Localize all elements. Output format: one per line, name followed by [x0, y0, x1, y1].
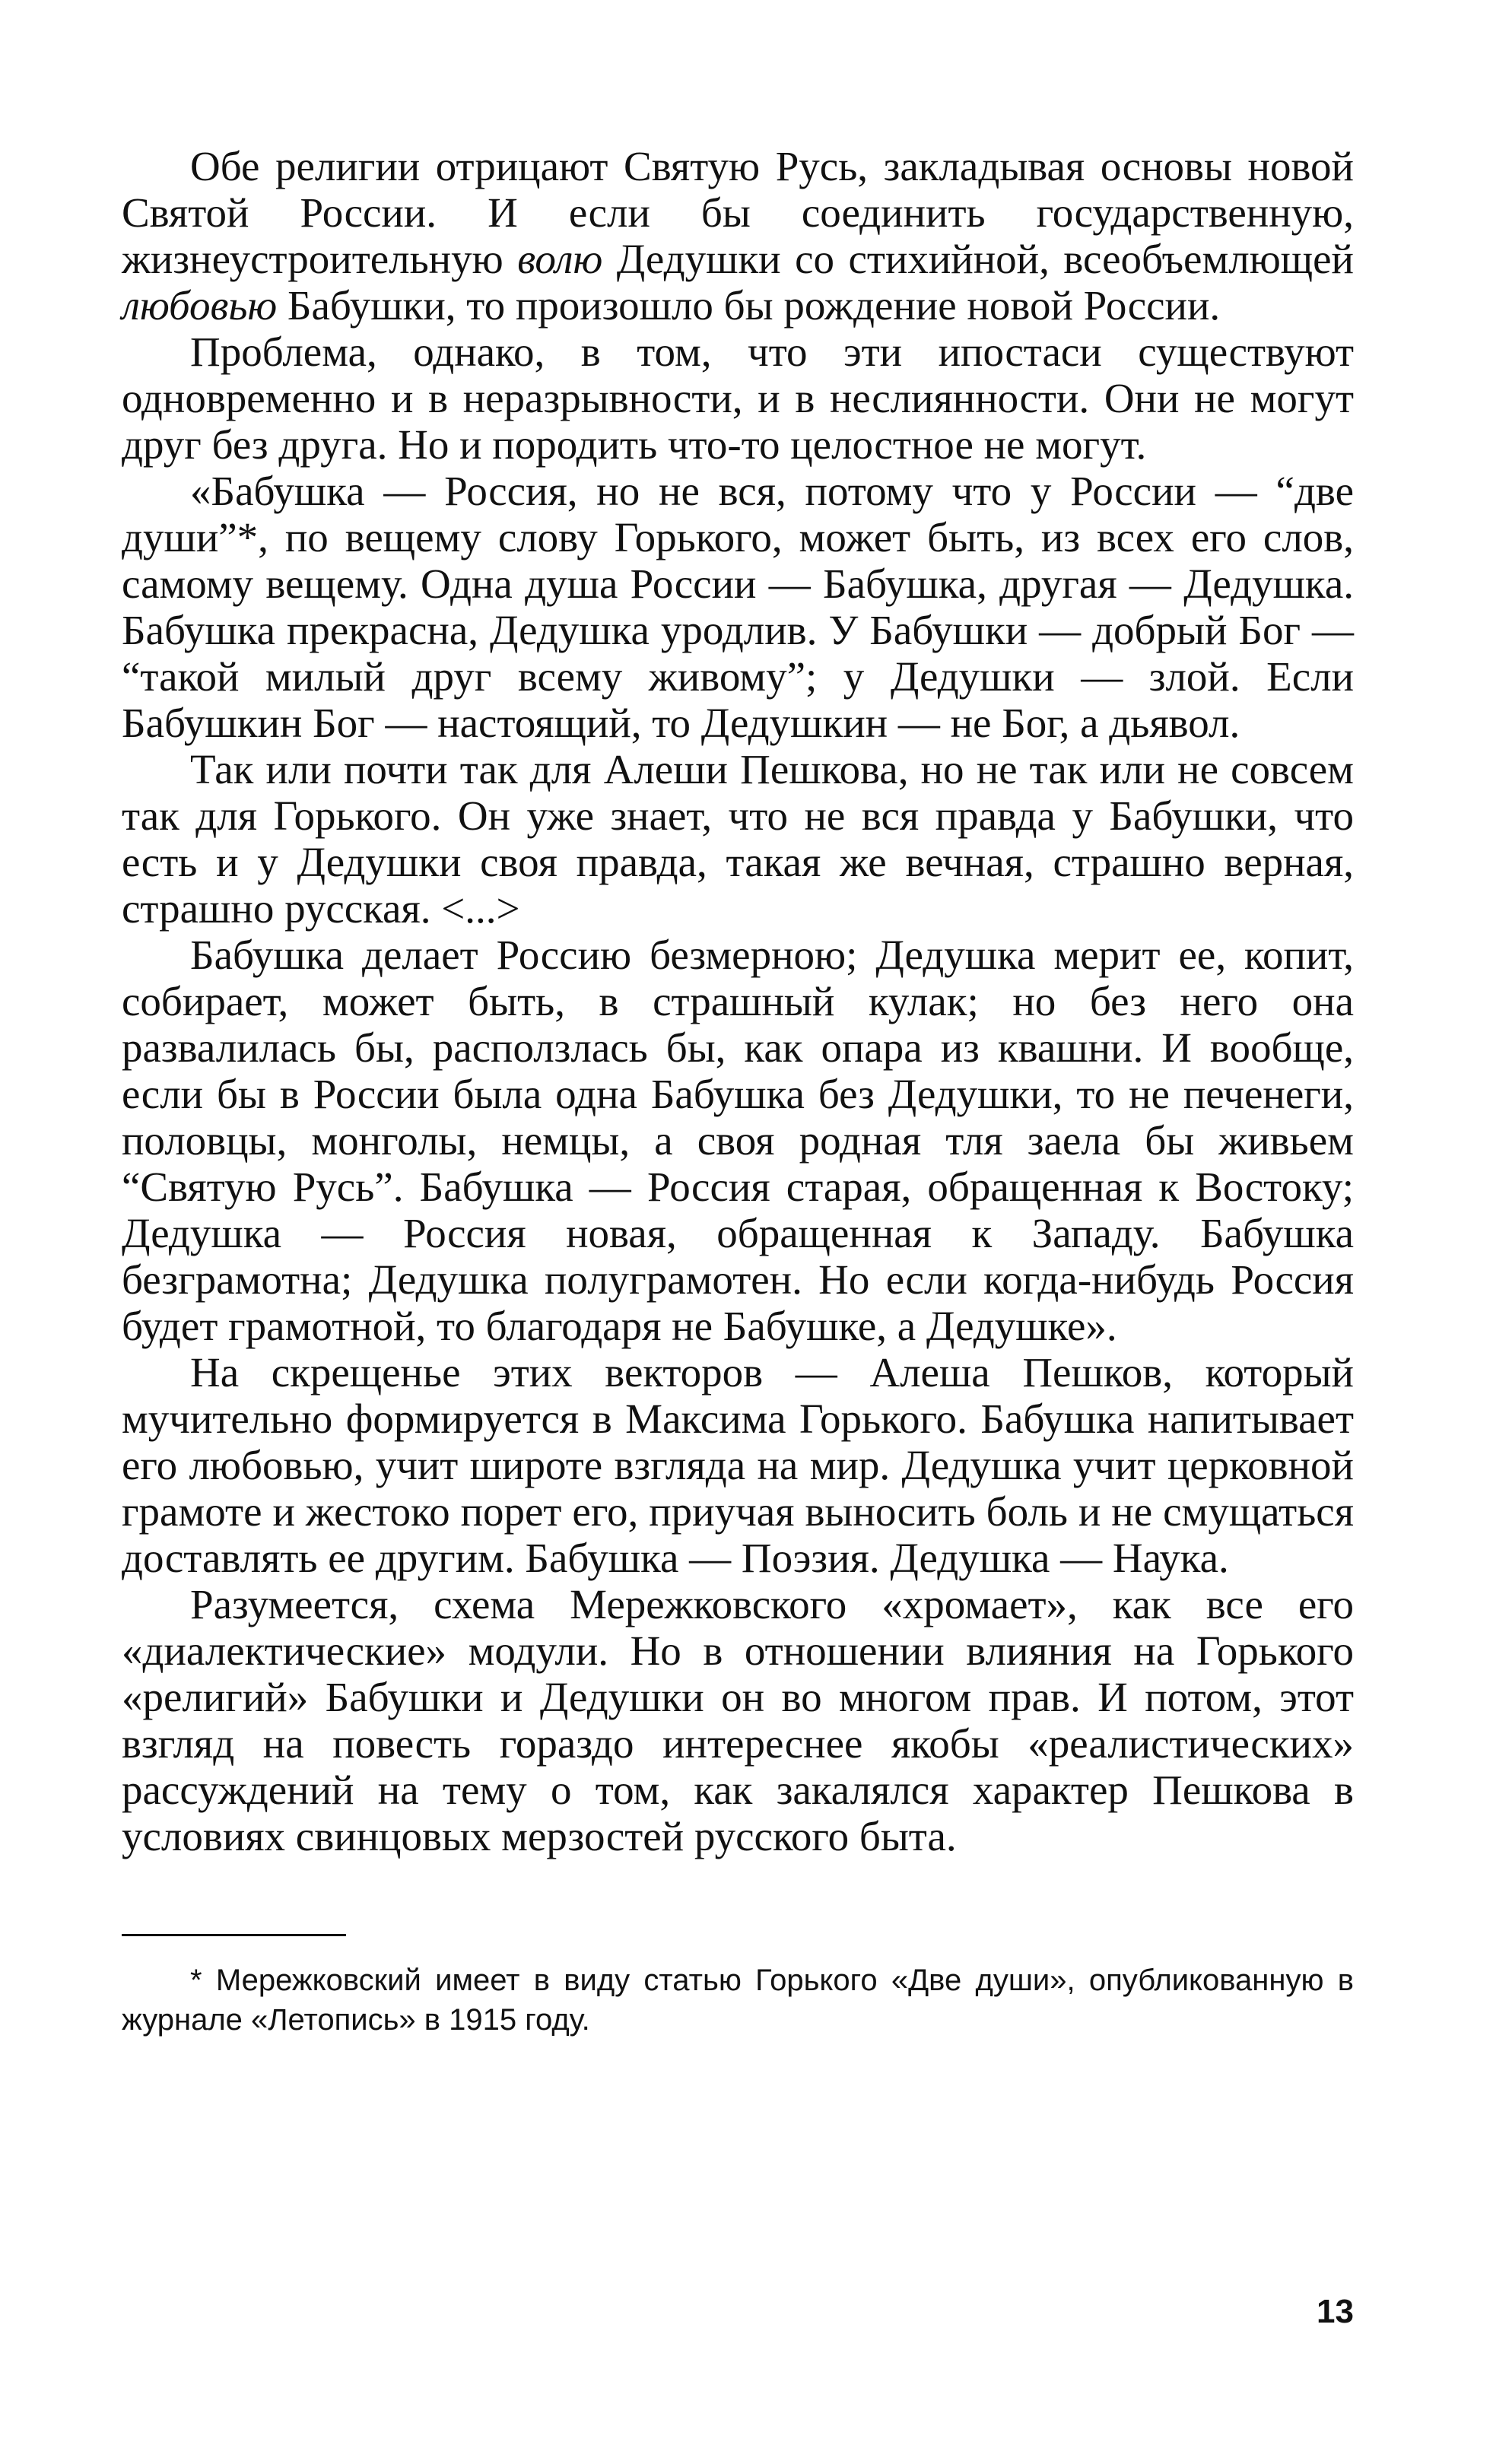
italic-word-lyubovyu: любовью — [122, 282, 278, 329]
page-number: 13 — [1317, 2293, 1354, 2330]
main-text — [122, 143, 1354, 1859]
paragraph-1 — [122, 143, 1354, 329]
paragraph-6: На скрещенье этих векторов — Алеша Пешков, который мучительно формируется в Максима Горького. Бабушка напитывает его любовью, учит широте взгляда на мир. Дедушка учит церковной грамоте и жестоко порет его, приучая выносить боль и не смущаться доставлять ее другим. Бабушка — Поэзия. Дедушка — Наука. — [122, 1349, 1354, 1581]
paragraph-1-text-c: Дедушки со стихийной, всеобъемлющей — [602, 236, 1354, 282]
italic-word-volyu: волю — [517, 236, 603, 282]
page-content — [122, 143, 1354, 2040]
paragraph-2: Проблема, однако, в том, что эти ипостаси существуют одновременно и в неразрывности, и в неслиянности. Они не могут друг без друга. Но и породить что-то целостное не могут. — [122, 329, 1354, 468]
footnote: * Мережковский имеет в виду статью Горького «Две души», опубликованную в журнале «Летопись» в 1915 году. — [122, 1964, 1354, 2037]
paragraph-7: Разумеется, схема Мережковского «хромает», как все его «диалектические» модули. Но в отношении влияния на Горького «религий» Бабушки и Дедушки он во многом прав. И потом, этот взгляд на повесть гораздо интереснее якобы «реалистических» рассуждений на тему о том, как закалялся характер Пешкова в условиях свинцовых мерзостей русского быта. — [122, 1581, 1354, 1859]
paragraph-1-text-e: Бабушки, то произошло бы рождение новой России. — [277, 282, 1221, 329]
paragraph-5: Бабушка делает Россию безмерною; Дедушка мерит ее, копит, собирает, может быть, в страшный кулак; но без него она развалилась бы, расползлась бы, как опара из квашни. И вообще, если бы в России была одна Бабушка без Дедушки, то не печенеги, половцы, монголы, немцы, а своя родная тля заела бы живьем “Святую Русь”. Бабушка — Россия старая, обращенная к Востоку; Дедушка — Россия новая, обращенная к Западу. Бабушка безграмотна; Дедушка полуграмотен. Но если когда-нибудь Россия будет грамотной, то благодаря не Бабушке, а Дедушке». — [122, 932, 1354, 1349]
paragraph-3: «Бабушка — Россия, но не вся, потому что у России — “две души”*, по вещему слову Горького, может быть, из всех его слов, самому вещему. Одна душа России — Бабушка, другая — Дедушка. Бабушка прекрасна, Дедушка уродлив. У Бабушки — добрый Бог — “такой милый друг всему живому”; у Дедушки — злой. Если Бабушкин Бог — настоящий, то Дедушкин — не Бог, а дьявол. — [122, 468, 1354, 746]
footnote-separator — [122, 1934, 346, 1936]
paragraph-4: Так или почти так для Алеши Пешкова, но не так или не совсем так для Горького. Он уже знает, что не вся правда у Бабушки, что есть и у Дедушки своя правда, такая же вечная, страшно верная, страшно русская. <...> — [122, 746, 1354, 932]
paragraph-1-text-a: Обе религии отрицают Святую Русь, закладывая основы новой Святой России. И если бы соединить государственную, жизнеустроительную — [122, 143, 1354, 282]
